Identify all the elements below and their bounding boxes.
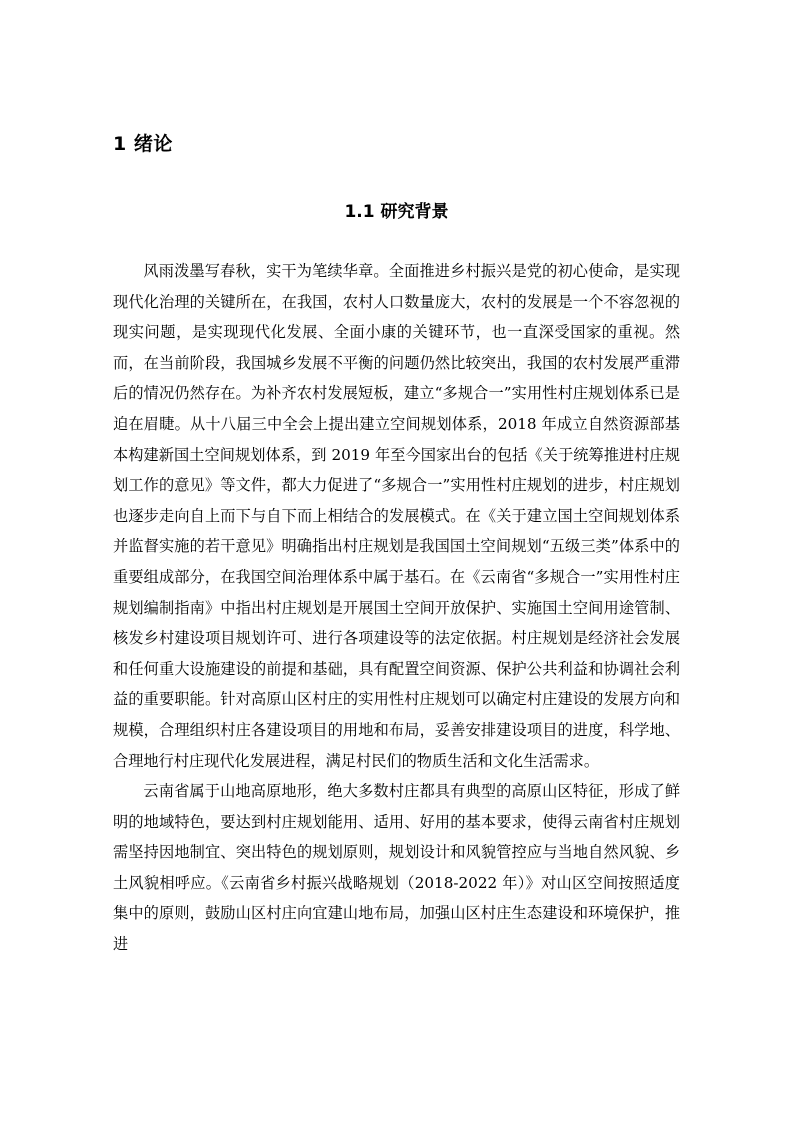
body-text (113, 256, 680, 960)
chapter-title: 1 绪论 (113, 133, 173, 155)
section-title: 1.1 研究背景 (344, 202, 449, 222)
paragraph: 云南省属于山地高原地形，绝大多数村庄都具有典型的高原山区特征，形成了鲜明的地域特色，要达到村庄规划能用、适用、好用的基本要求，使得云南省村庄规划需坚持因地制宜、突出特色的规划原则，规划设计和风貌管控应与当地自然风貌、乡土风貌相呼应。《云南省乡村振兴战略规划（2018-2022 年）》对山区空间按照适度集中的原则，鼓励山区村庄向宜建山地布局，加强山区村庄生态建设和环境保护，推进 (113, 782, 680, 954)
paragraph: 风雨泼墨写春秋，实干为笔续华章。全面推进乡村振兴是党的初心使命，是实现现代化治理的关键所在，在我国，农村人口数量庞大，农村的发展是一个不容忽视的现实问题，是实现现代化发展、全面小康的关键环节，也一直深受国家的重视。然而，在当前阶段，我国城乡发展不平衡的问题仍然比较突出，我国的农村发展严重滞后的情况仍然存在。为补齐农村发展短板，建立“多规合一”实用性村庄规划体系已是迫在眉睫。从十八届三中全会上提出建立空间规划体系，2018 年成立自然资源部基本构建新国土空间规划体系，到 2019 年至今国家出台的包括《关于统筹推进村庄规划工作的意见》等文件，都大力促进了“多规合一”实用性村庄规划的进步，村庄规划也逐步走向自上而下与自下而上相结合的发展模式。在《关于建立国土空间规划体系并监督实施的若干意见》明确指出村庄规划是我国国土空间规划“五级三类”体系中的重要组成部分，在我国空间治理体系中属于基石。在《云南省“多规合一”实用性村庄规划编制指南》中指出村庄规划是开展国土空间开放保护、实施国土空间用途管制、核发乡村建设项目规划许可、进行各项建设等的法定依据。村庄规划是经济社会发展和任何重大设施建设的前提和基础，具有配置空间资源、保护公共利益和协调社会利益的重要职能。针对高原山区村庄的实用性村庄规划可以确定村庄建设的发展方向和规模，合理组织村庄各建设项目的用地和布局，妥善安排建设项目的进度，科学地、合理地行村庄现代化发展进程，满足村民们的物质生活和文化生活需求。 (113, 262, 680, 770)
